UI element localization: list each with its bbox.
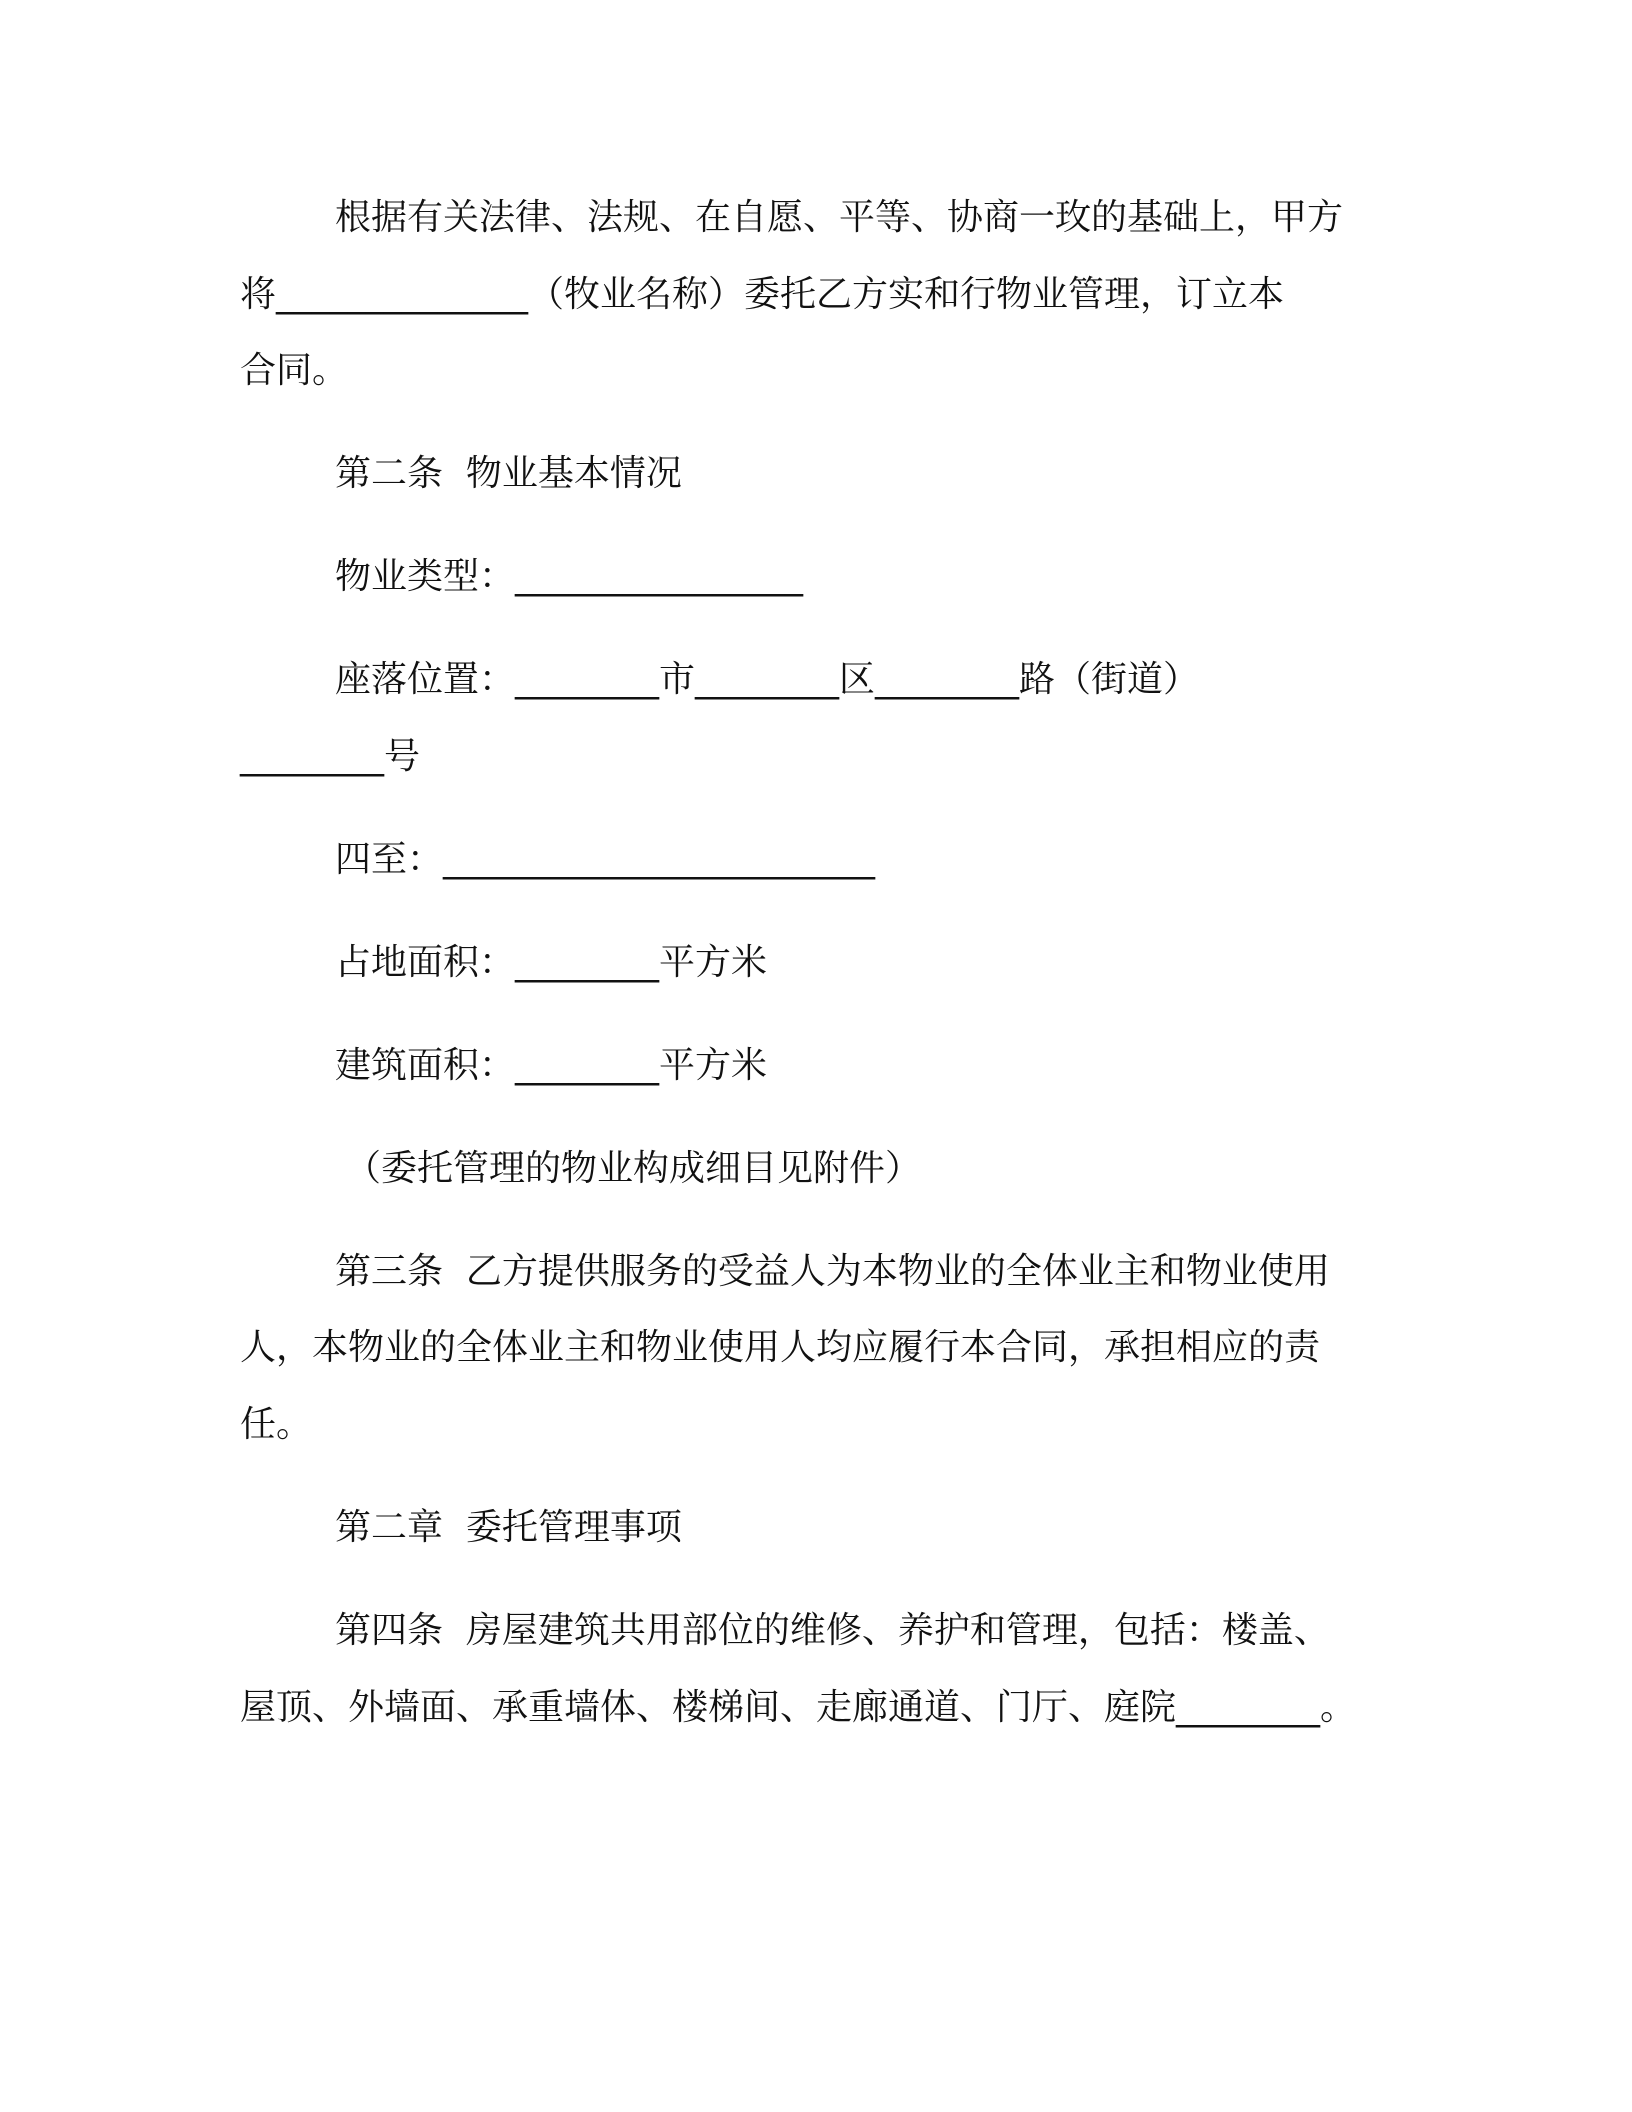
property-boundaries-line: 四至：________________________ <box>335 839 876 880</box>
article-4-line-1: 第四条 房屋建筑共用部位的维修、养护和管理，包括：楼盖、 <box>335 1610 1330 1651</box>
chapter-2-heading: 第二章 委托管理事项 <box>335 1507 682 1548</box>
property-type-line: 物业类型：________________ <box>335 556 804 597</box>
article-4-line-2: 屋顶、外墙面、承重墙体、楼梯间、走廊通道、门厅、庭院________。 <box>240 1687 1357 1728</box>
article-3-line-3: 任。 <box>240 1404 313 1445</box>
land-area-line: 占地面积：________平方米 <box>335 942 768 983</box>
article-3-line-1: 第三条 乙方提供服务的受益人为本物业的全体业主和物业使用 <box>335 1251 1330 1292</box>
paragraph-intro-line-1: 根据有关法律、法规、在自愿、平等、协商一玫的基础上，甲方 <box>335 197 1344 238</box>
paragraph-intro-line-2: 将______________（牧业名称）委托乙方实和行物业管理，订立本 <box>240 274 1285 315</box>
paragraph-intro-line-3: 合同。 <box>240 350 349 391</box>
building-area-line: 建筑面积：________平方米 <box>335 1045 768 1086</box>
property-location-line-2: ________号 <box>240 736 421 777</box>
article-3-line-2: 人，本物业的全体业主和物业使用人均应履行本合同，承担相应的责 <box>240 1327 1321 1368</box>
article-2-heading: 第二条 物业基本情况 <box>335 453 682 494</box>
property-location-line-1: 座落位置：________市________区________路（街道） <box>335 659 1200 700</box>
attachment-note-line: （委托管理的物业构成细目见附件） <box>345 1148 922 1189</box>
